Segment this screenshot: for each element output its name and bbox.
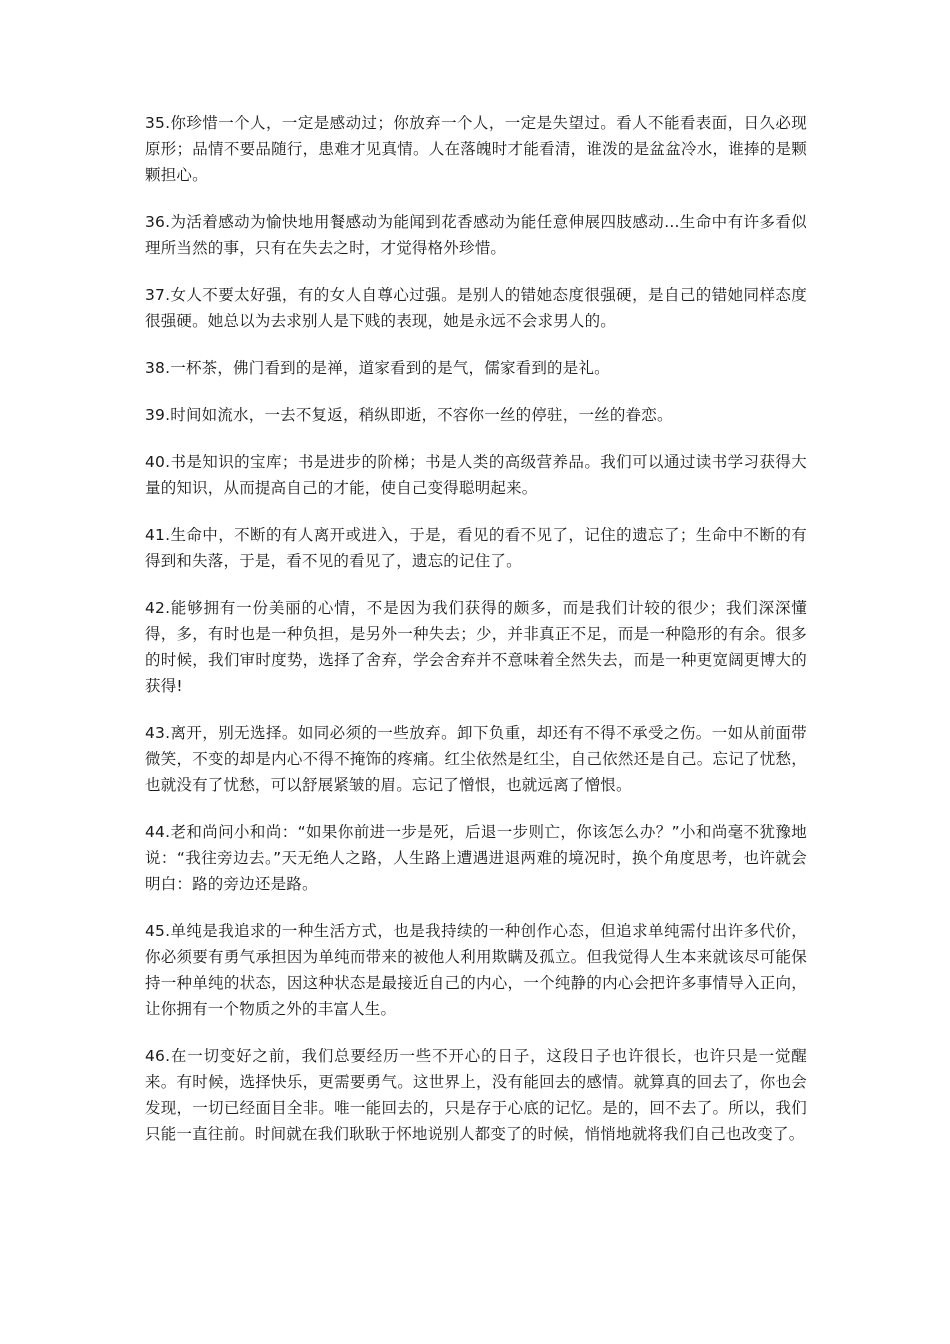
paragraph-42: 42.能够拥有一份美丽的心情，不是因为我们获得的颇多，而是我们计较的很少；我们深深懂得，多，有时也是一种负担，是另外一种失去；少，并非真正不足，而是一种隐形的有余。很多的时候，我们审时度势，选择了舍弃，学会舍弃并不意味着全然失去，而是一种更宽阔更博大的获得! (145, 599, 807, 695)
paragraph-39: 39.时间如流水，一去不复返，稍纵即逝，不容你一丝的停驻，一丝的眷恋。 (145, 406, 673, 424)
paragraph-43: 43.离开，别无选择。如同必须的一些放弃。卸下负重，却还有不得不承受之伤。一如从前面带微笑，不变的却是内心不得不掩饰的疼痛。红尘依然是红尘，自己依然还是自己。忘记了忧愁，也就没有了忧愁，可以舒展紧皱的眉。忘记了憎恨，也就远离了憎恨。 (145, 724, 807, 794)
paragraph-35: 35.你珍惜一个人，一定是感动过；你放弃一个人，一定是失望过。看人不能看表面，日久必现原形；品情不要品随行，患难才见真情。人在落魄时才能看清，谁泼的是盆盆冷水，谁捧的是颗颗担心。 (145, 114, 807, 184)
paragraph-38: 38.一杯茶，佛门看到的是禅，道家看到的是气，儒家看到的是礼。 (145, 359, 610, 377)
paragraph-46: 46.在一切变好之前，我们总要经历一些不开心的日子，这段日子也许很长，也许只是一觉醒来。有时候，选择快乐，更需要勇气。这世界上，没有能回去的感情。就算真的回去了，你也会发现，一切已经面目全非。唯一能回去的，只是存于心底的记忆。是的，回不去了。所以，我们只能一直往前。时间就在我们耿耿于怀地说别人都变了的时候，悄悄地就将我们自己也改变了。 (145, 1047, 807, 1143)
paragraph-44: 44.老和尚问小和尚：“如果你前进一步是死，后退一步则亡，你该怎么办？”小和尚毫不犹豫地说：“我往旁边去。”天无绝人之路，人生路上遭遇进退两难的境况时，换个角度思考，也许就会明白：路的旁边还是路。 (145, 823, 807, 893)
paragraph-45: 45.单纯是我追求的一种生活方式，也是我持续的一种创作心态，但追求单纯需付出许多代价，你必须要有勇气承担因为单纯而带来的被他人利用欺瞒及孤立。但我觉得人生本来就该尽可能保持一种单纯的状态，因这种状态是最接近自己的内心，一个纯静的内心会把许多事情导入正向，让你拥有一个物质之外的丰富人生。 (145, 922, 807, 1018)
paragraph-41: 41.生命中，不断的有人离开或进入，于是，看见的看不见了，记住的遗忘了；生命中不断的有得到和失落，于是，看不见的看见了，遗忘的记住了。 (145, 526, 807, 570)
paragraph-40: 40.书是知识的宝库；书是进步的阶梯；书是人类的高级营养品。我们可以通过读书学习获得大量的知识，从而提高自己的才能，使自己变得聪明起来。 (145, 453, 807, 497)
paragraph-37: 37.女人不要太好强，有的女人自尊心过强。是别人的错她态度很强硬，是自己的错她同样态度很强硬。她总以为去求别人是下贱的表现，她是永远不会求男人的。 (145, 286, 807, 330)
document-page (145, 110, 807, 1168)
paragraph-36: 36.为活着感动为愉快地用餐感动为能闻到花香感动为能任意伸展四肢感动...生命中有许多看似理所当然的事，只有在失去之时，才觉得格外珍惜。 (145, 213, 807, 257)
